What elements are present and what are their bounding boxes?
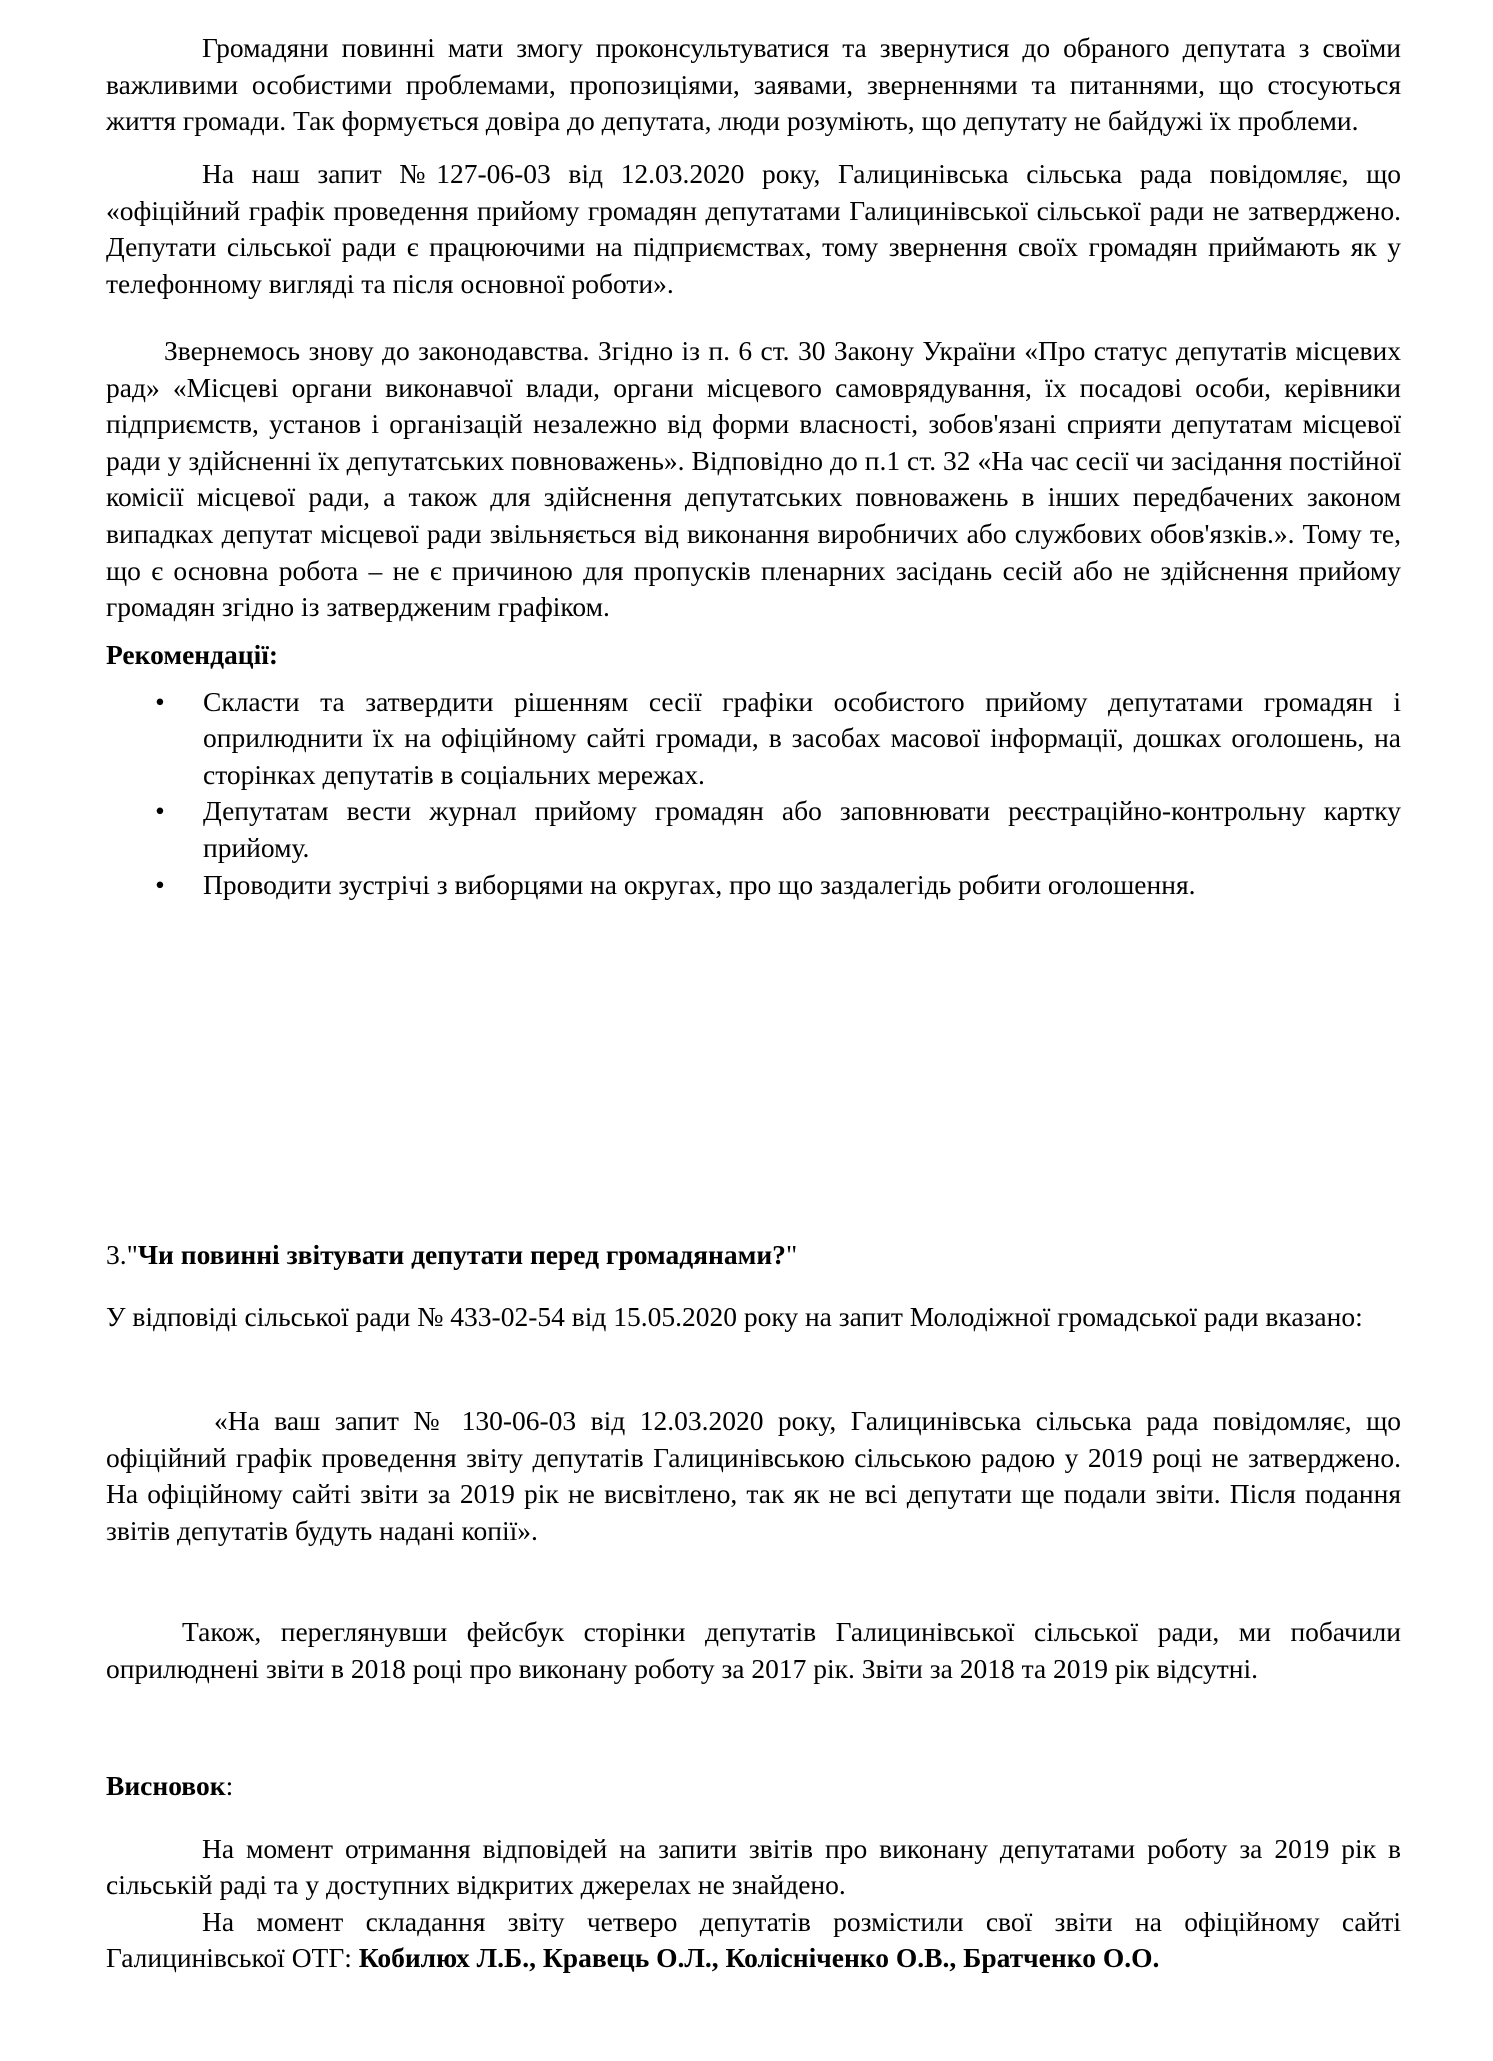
conclusion-paragraph-1: На момент отримання відповідей на запити звітів про виконану депутатами роботу за 2019 рік в сільській раді та у доступних відкритих джерелах не знайдено. [106,1832,1401,1901]
council-quote-block [106,1403,1401,1549]
recommendations-list [106,684,1401,904]
recommendation-text: Проводити зустрічі з виборцями на округах, про що заздалегідь робити оголошення. [203,868,1196,900]
section-question: Чи повинні звітувати депутати перед громадянами? [137,1239,786,1270]
paragraph-request-127: На наш запит №127-06-03 від 12.03.2020 року, Галицинівська сільська рада повідомляє, що «офіційний графік проведення прийому громадян депутатами Галицинівської сільської ради не затверджено. Депутати сільської ради є працюючими на підприємствах, тому звернення своїх громадян приймають як у телефонному вигляді та після основної роботи». [106,158,1401,299]
recommendation-item [106,684,1401,794]
intro-paragraph-block [106,30,1401,140]
section-number: 3." [106,1239,138,1270]
facebook-note: Також, переглянувши фейсбук сторінки депутатів Галицинівської сільської ради, ми побачили оприлюднені звіти в 2018 році про виконану роботу за 2017 рік. Звіти за 2018 та 2019 рік відсутні. [106,1616,1401,1684]
conclusion-section [106,1768,1401,1977]
bullet-icon: • [155,795,165,827]
conclusion-heading: Висновок [106,1770,226,1801]
conclusion-colon: : [225,1770,234,1801]
recommendations-heading: Рекомендації: [106,639,279,670]
bullet-icon: • [155,685,165,717]
section-3-heading-block [106,1237,1401,1274]
request-127-block [106,156,1401,302]
council-reply-intro: У відповіді сільської ради № 433-02-54 від 15.05.2020 року на запит Молодіжної громадської ради вказано: [106,1301,1363,1332]
bullet-icon: • [155,868,165,900]
recommendation-item [106,867,1401,904]
legislation-block [106,333,1401,626]
recommendation-text: Депутатам вести журнал прийому громадян або заповнювати реєстраційно-контрольну картку прийому. [203,795,1401,863]
section-3-heading [106,1237,1401,1274]
conclusion-paragraph-2-text: На момент складання звіту четверо депутатів розмістили свої звіти на офіційному сайті Галицинівської ОТГ: [106,1905,1401,1974]
paragraph-legislation: Звернемось знову до законодавства. Згідно із п. 6 ст. 30 Закону України «Про статус депутатів місцевих рад» «Місцеві органи виконавчої влади, органи місцевого самоврядування, їх посадові особи, керівники підприємств, установ і організацій незалежно від форми власності, зобов'язані сприяти депутатам місцевої ради у здійсненні їх депутатських повноважень». Відповідно до п.1 ст. 32 «На час сесії чи засідання постійної комісії місцевої ради, а також для здійснення депутатських повноважень в інших передбачених законом випадках депутат місцевої ради звільняється від виконання виробничих або службових обов'язків.». Тому те, що є основна робота – не є причиною для пропусків пленарних засідань сесій або не здійснення прийому громадян згідно із затвердженим графіком. [106,335,1401,623]
conclusion-paragraph-2 [106,1904,1401,1977]
council-reply-intro-block [106,1299,1401,1336]
conclusion-heading-line [106,1768,1401,1805]
recommendation-text: Скласти та затвердити рішенням сесії графіки особистого прийому депутатами громадян і оприлюднити їх на офіційному сайті громади, в засобах масової інформації, дошках оголошень, на сторінках депутатів в соціальних мережах. [203,685,1401,790]
paragraph-citizens-consultation: Громадяни повинні мати змогу проконсультуватися та звернутися до обраного депутата з своїми важливими особистими проблемами, пропозиціями, заявами, зверненнями та питаннями, що стосуються життя громади. Так формується довіра до депутата, люди розуміють, що депутату не байдужі їх проблеми. [106,32,1401,137]
recommendations-section [106,637,1401,903]
council-reply-quote: «На ваш запит № 130-06-03 від 12.03.2020 року, Галицинівська сільська рада повідомляє, що офіційний графік проведення звіту депутатів Галицинівською сільською радою у 2019 році не затверджено. На офіційному сайті звіти за 2019 рік не висвітлено, так як не всі депутати ще подали звіти. Після подання звітів депутатів будуть надані копії». [106,1405,1401,1546]
deputies-names: Кобилюх Л.Б., Кравець О.Л., Колісніченко О.В., Братченко О.О. [358,1942,1160,1974]
facebook-note-block [106,1614,1401,1687]
recommendation-item [106,793,1401,866]
closing-quote: " [785,1239,798,1270]
